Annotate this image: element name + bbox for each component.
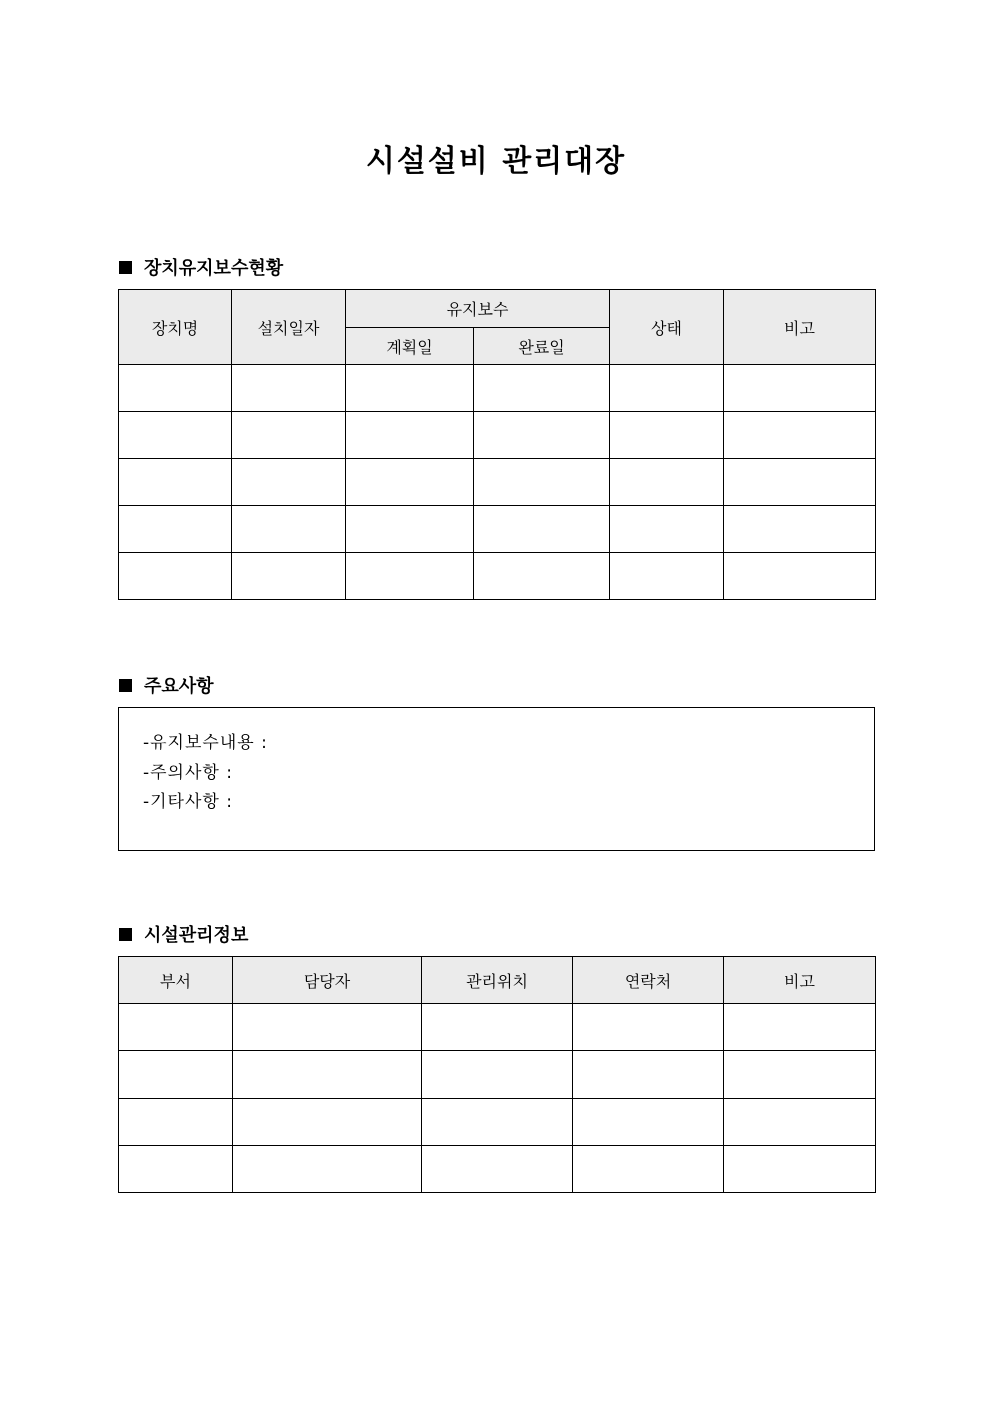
table-cell[interactable] [422, 1146, 573, 1193]
header-location: 관리위치 [422, 957, 573, 1004]
table-cell[interactable] [233, 1004, 422, 1051]
table-cell[interactable] [422, 1051, 573, 1099]
table-cell[interactable] [573, 1051, 724, 1099]
table-cell[interactable] [232, 412, 346, 459]
note-caution: -주의사항 : [143, 763, 233, 783]
table-cell[interactable] [573, 1099, 724, 1146]
table-row [119, 1146, 876, 1193]
table-cell[interactable] [346, 506, 474, 553]
table-cell[interactable] [119, 1146, 233, 1193]
square-bullet-icon [119, 928, 132, 941]
table-cell[interactable] [724, 412, 876, 459]
square-bullet-icon [119, 679, 132, 692]
table-cell[interactable] [233, 1146, 422, 1193]
table-row [119, 506, 876, 553]
table-cell[interactable] [724, 1051, 876, 1099]
facility-info-heading-text: 시설관리정보 [144, 925, 249, 946]
table-cell[interactable] [724, 365, 876, 412]
table-row [119, 365, 876, 412]
header-maintenance: 유지보수 [346, 290, 610, 328]
header-note: 비고 [724, 290, 876, 365]
table-cell[interactable] [119, 553, 232, 600]
table-cell[interactable] [232, 553, 346, 600]
table-row [119, 553, 876, 600]
table-cell[interactable] [346, 412, 474, 459]
table-cell[interactable] [610, 553, 724, 600]
table-cell[interactable] [232, 506, 346, 553]
table-cell[interactable] [233, 1051, 422, 1099]
header-contact: 연락처 [573, 957, 724, 1004]
note-other: -기타사항 : [143, 792, 233, 812]
table-cell[interactable] [724, 459, 876, 506]
table-cell[interactable] [119, 1004, 233, 1051]
table-row [119, 1051, 876, 1099]
table-cell[interactable] [422, 1004, 573, 1051]
header-install-date: 설치일자 [232, 290, 346, 365]
table-cell[interactable] [610, 506, 724, 553]
table-cell[interactable] [119, 1051, 233, 1099]
table-cell[interactable] [610, 459, 724, 506]
page-title: 시설설비 관리대장 [365, 144, 627, 179]
notes-box[interactable] [118, 707, 875, 851]
notes-heading-text: 주요사항 [144, 676, 214, 697]
table-cell[interactable] [232, 459, 346, 506]
table-cell[interactable] [119, 459, 232, 506]
table-cell[interactable] [474, 506, 610, 553]
maintenance-table [118, 289, 876, 600]
table-cell[interactable] [724, 1146, 876, 1193]
table-cell[interactable] [346, 459, 474, 506]
table-row [119, 1004, 876, 1051]
header-manager: 담당자 [233, 957, 422, 1004]
table-cell[interactable] [119, 1099, 233, 1146]
note-maintenance-content: -유지보수내용 : [143, 733, 268, 753]
table-cell[interactable] [474, 412, 610, 459]
maintenance-heading-text: 장치유지보수현황 [144, 258, 284, 279]
table-cell[interactable] [724, 1099, 876, 1146]
table-cell[interactable] [610, 412, 724, 459]
table-row [119, 412, 876, 459]
table-row [119, 459, 876, 506]
header-department: 부서 [119, 957, 233, 1004]
table-cell[interactable] [346, 553, 474, 600]
table-cell[interactable] [232, 365, 346, 412]
table-cell[interactable] [724, 506, 876, 553]
table-cell[interactable] [724, 553, 876, 600]
table-cell[interactable] [474, 365, 610, 412]
facility-info-table [118, 956, 876, 1193]
table-cell[interactable] [119, 412, 232, 459]
table-cell[interactable] [422, 1099, 573, 1146]
table-cell[interactable] [233, 1099, 422, 1146]
table-cell[interactable] [346, 365, 474, 412]
header-device: 장치명 [119, 290, 232, 365]
notes-section-heading [119, 672, 214, 698]
table-cell[interactable] [119, 365, 232, 412]
header-status: 상태 [610, 290, 724, 365]
square-bullet-icon [119, 261, 132, 274]
table-cell[interactable] [573, 1146, 724, 1193]
table-cell[interactable] [724, 1004, 876, 1051]
table-cell[interactable] [610, 365, 724, 412]
table-row [119, 1099, 876, 1146]
table-cell[interactable] [474, 553, 610, 600]
header-note: 비고 [724, 957, 876, 1004]
maintenance-section-heading [119, 254, 283, 280]
table-cell[interactable] [119, 506, 232, 553]
header-planned-date: 계획일 [346, 328, 474, 365]
facility-info-section-heading [119, 921, 248, 947]
table-cell[interactable] [474, 459, 610, 506]
table-cell[interactable] [573, 1004, 724, 1051]
header-completed-date: 완료일 [474, 328, 610, 365]
